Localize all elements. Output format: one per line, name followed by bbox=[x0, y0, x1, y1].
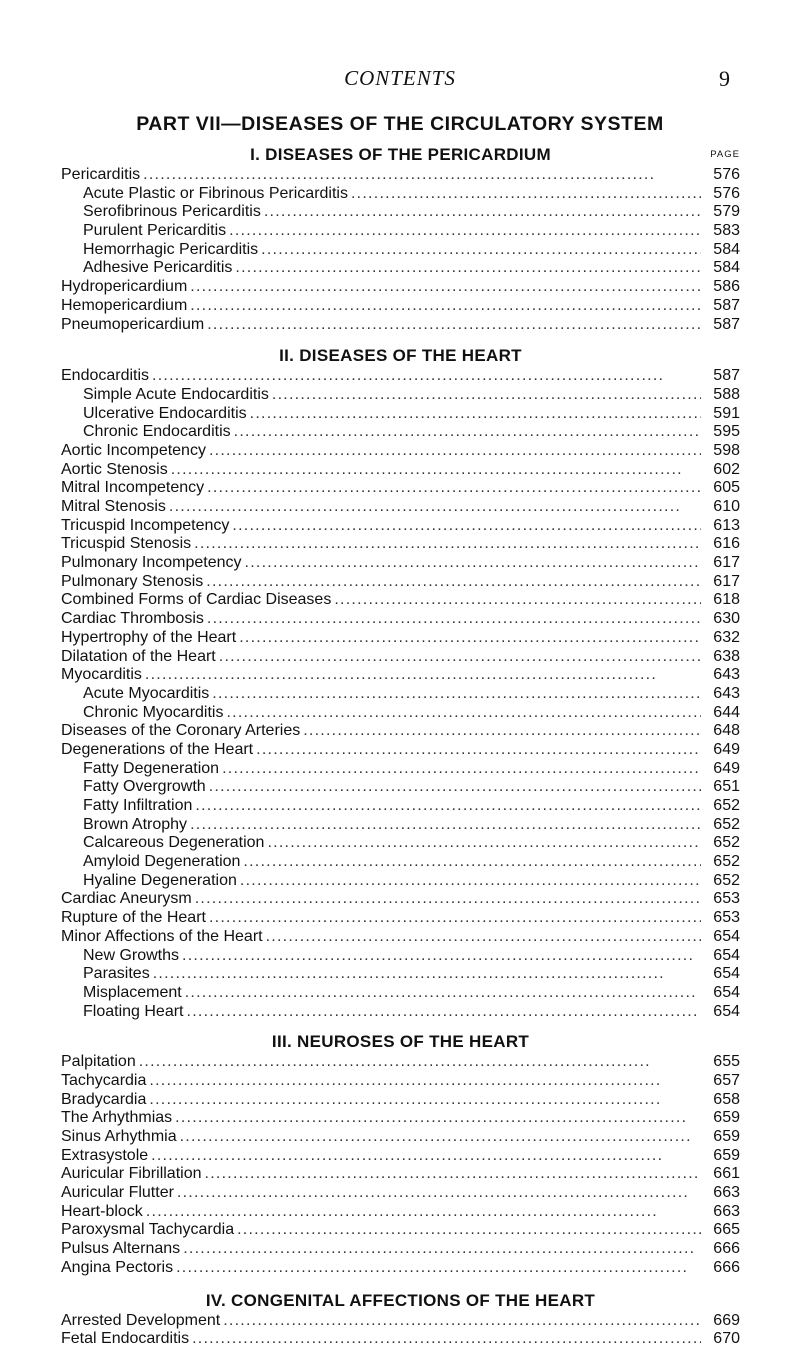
entry-page-number: 630 bbox=[713, 610, 740, 628]
entry-title: Ulcerative Endocarditis bbox=[83, 404, 247, 422]
dot-leader bbox=[195, 797, 701, 816]
dot-leader bbox=[169, 498, 701, 517]
toc-entry bbox=[61, 797, 740, 816]
toc-entry bbox=[61, 909, 740, 928]
dot-leader bbox=[207, 610, 701, 629]
toc-entry bbox=[61, 535, 740, 554]
toc-entry bbox=[61, 1203, 740, 1222]
toc-entry bbox=[61, 386, 740, 405]
entry-title: Cardiac Aneurysm bbox=[61, 890, 192, 908]
toc-entry bbox=[61, 479, 740, 498]
toc-entry bbox=[61, 778, 740, 797]
dot-leader bbox=[272, 386, 701, 405]
dot-leader bbox=[250, 405, 701, 424]
dot-leader bbox=[261, 241, 701, 260]
entry-list bbox=[61, 1053, 740, 1277]
entry-page-number: 613 bbox=[713, 516, 740, 534]
toc-entry bbox=[61, 984, 740, 1003]
entry-title: Amyloid Degeneration bbox=[83, 853, 241, 871]
toc-entry bbox=[61, 1312, 740, 1331]
dot-leader bbox=[185, 984, 701, 1003]
entry-title: Angina Pectoris bbox=[61, 1258, 174, 1276]
toc-entry bbox=[61, 722, 740, 741]
dot-leader bbox=[209, 778, 701, 797]
entry-page-number: 663 bbox=[713, 1202, 740, 1220]
entry-page-number: 652 bbox=[713, 834, 740, 852]
toc-entry bbox=[61, 222, 740, 241]
toc-entry bbox=[61, 517, 740, 536]
entry-title: Misplacement bbox=[83, 983, 182, 1001]
dot-leader bbox=[209, 909, 701, 928]
entry-title: Degenerations of the Heart bbox=[61, 740, 254, 758]
entry-page-number: 657 bbox=[713, 1071, 740, 1089]
entry-page-number: 654 bbox=[713, 946, 740, 964]
section-neuroses bbox=[61, 1029, 740, 1277]
entry-title: Auricular Fibrillation bbox=[61, 1165, 202, 1183]
entry-title: Aortic Stenosis bbox=[61, 460, 168, 478]
entry-title: Bradycardia bbox=[61, 1090, 147, 1108]
entry-title: Chronic Endocarditis bbox=[83, 423, 231, 441]
entry-title: Pulsus Alternans bbox=[61, 1240, 181, 1258]
entry-title: Hemorrhagic Pericarditis bbox=[83, 240, 259, 258]
entry-title: Tachycardia bbox=[61, 1071, 147, 1089]
toc-entry bbox=[61, 1240, 740, 1259]
toc-entry bbox=[61, 629, 740, 648]
toc-entry bbox=[61, 259, 740, 278]
dot-leader bbox=[207, 479, 701, 498]
entry-title: Sinus Arhythmia bbox=[61, 1128, 177, 1145]
entry-page-number: 655 bbox=[713, 1053, 740, 1071]
entry-title: Brown Atrophy bbox=[83, 815, 188, 833]
entry-title: Tricuspid Stenosis bbox=[61, 535, 192, 553]
toc-entry bbox=[61, 834, 740, 853]
toc-entry bbox=[61, 648, 740, 667]
entry-title: Fatty Infiltration bbox=[83, 797, 193, 814]
dot-leader bbox=[139, 1053, 701, 1072]
entry-page-number: 653 bbox=[713, 909, 740, 927]
section-heading: II. DISEASES OF THE HEART bbox=[279, 346, 522, 366]
toc-entry bbox=[61, 1053, 740, 1072]
dot-leader bbox=[222, 760, 701, 779]
toc-entry bbox=[61, 461, 740, 480]
toc-entry bbox=[61, 741, 740, 760]
section-heading: IV. CONGENITAL AFFECTIONS OF THE HEART bbox=[205, 1290, 596, 1310]
dot-leader bbox=[237, 1221, 701, 1240]
entry-title: Extrasystole bbox=[61, 1146, 149, 1164]
toc-entry bbox=[61, 316, 740, 335]
entry-title: Dilatation of the Heart bbox=[61, 647, 216, 665]
dot-leader bbox=[209, 442, 701, 461]
entry-title: Rupture of the Heart bbox=[61, 909, 206, 927]
entry-page-number: 618 bbox=[713, 591, 740, 609]
entry-title: Simple Acute Endocarditis bbox=[83, 385, 269, 403]
toc-entry bbox=[61, 241, 740, 260]
dot-leader bbox=[192, 1330, 701, 1349]
entry-title: Minor Affections of the Heart bbox=[61, 927, 263, 945]
entry-page-number: 669 bbox=[713, 1311, 740, 1329]
toc-entry bbox=[61, 185, 740, 204]
entry-page-number: 583 bbox=[713, 222, 740, 240]
entry-title: Diseases of the Coronary Arteries bbox=[61, 722, 301, 740]
dot-leader bbox=[182, 947, 701, 966]
toc-entry bbox=[61, 1165, 740, 1184]
section-congenital bbox=[61, 1288, 740, 1349]
toc-entry bbox=[61, 573, 740, 592]
dot-leader bbox=[153, 965, 701, 984]
dot-leader bbox=[303, 722, 701, 741]
toc-entry bbox=[61, 1072, 740, 1091]
entry-page-number: 651 bbox=[713, 778, 740, 796]
entry-title: Hydropericardium bbox=[61, 278, 188, 296]
toc-entry bbox=[61, 816, 740, 835]
dot-leader bbox=[195, 890, 701, 909]
entry-title: Cardiac Thrombosis bbox=[61, 610, 204, 628]
entry-title: New Growths bbox=[83, 946, 180, 964]
entry-page-number: 654 bbox=[713, 965, 740, 983]
dot-leader bbox=[212, 685, 701, 704]
dot-leader bbox=[151, 1147, 701, 1166]
toc-entry bbox=[61, 203, 740, 222]
toc-entry bbox=[61, 928, 740, 947]
entry-page-number: 579 bbox=[713, 203, 740, 221]
dot-leader bbox=[176, 1259, 701, 1278]
entry-page-number: 659 bbox=[713, 1128, 740, 1145]
entry-page-number: 584 bbox=[713, 259, 740, 277]
toc-entry bbox=[61, 947, 740, 966]
entry-title: Serofibrinous Pericarditis bbox=[83, 203, 261, 221]
dot-leader bbox=[143, 166, 701, 185]
entry-list bbox=[61, 166, 740, 334]
dot-leader bbox=[219, 648, 701, 667]
toc-entry bbox=[61, 278, 740, 297]
entry-page-number: 659 bbox=[713, 1146, 740, 1164]
toc-entry bbox=[61, 965, 740, 984]
entry-page-number: 584 bbox=[713, 240, 740, 258]
dot-leader bbox=[190, 278, 701, 297]
entry-page-number: 587 bbox=[713, 296, 740, 314]
dot-leader bbox=[149, 1091, 701, 1110]
entry-page-number: 576 bbox=[713, 184, 740, 202]
dot-leader bbox=[334, 591, 701, 610]
entry-page-number: 661 bbox=[713, 1165, 740, 1183]
entry-title: Pneumopericardium bbox=[61, 315, 205, 333]
dot-leader bbox=[146, 1203, 701, 1222]
running-head bbox=[60, 66, 740, 94]
dot-leader bbox=[229, 222, 701, 241]
dot-leader bbox=[194, 535, 701, 554]
entry-list bbox=[61, 1312, 740, 1349]
entry-page-number: 649 bbox=[713, 740, 740, 758]
dot-leader bbox=[177, 1184, 701, 1203]
entry-title: Fetal Endocarditis bbox=[61, 1330, 190, 1348]
section-heading: I. DISEASES OF THE PERICARDIUM bbox=[250, 145, 551, 164]
dot-leader bbox=[243, 853, 701, 872]
entry-title: Heart-block bbox=[61, 1202, 143, 1220]
entry-page-number: 616 bbox=[713, 535, 740, 553]
toc-entry bbox=[61, 666, 740, 685]
dot-leader bbox=[232, 517, 701, 536]
entry-list bbox=[61, 367, 740, 1021]
dot-leader bbox=[171, 461, 701, 480]
toc-entry bbox=[61, 367, 740, 386]
entry-title: Paroxysmal Tachycardia bbox=[61, 1221, 235, 1239]
entry-title: Tricuspid Incompetency bbox=[61, 516, 230, 534]
entry-title: Pulmonary Stenosis bbox=[61, 572, 204, 590]
page-column-label: PAGE bbox=[710, 149, 740, 160]
dot-leader bbox=[145, 666, 701, 685]
entry-page-number: 595 bbox=[713, 423, 740, 441]
entry-page-number: 587 bbox=[713, 315, 740, 333]
dot-leader bbox=[240, 872, 701, 891]
entry-page-number: 643 bbox=[713, 666, 740, 684]
entry-title: Acute Plastic or Fibrinous Pericarditis bbox=[83, 184, 348, 202]
dot-leader bbox=[267, 834, 701, 853]
section-pericardium bbox=[61, 142, 740, 334]
dot-leader bbox=[245, 554, 701, 573]
dot-leader bbox=[183, 1240, 701, 1259]
entry-title: Fatty Overgrowth bbox=[83, 778, 206, 796]
entry-title: Parasites bbox=[83, 965, 150, 983]
dot-leader bbox=[351, 185, 701, 204]
entry-title: Pulmonary Incompetency bbox=[61, 554, 242, 572]
section-heading: III. NEUROSES OF THE HEART bbox=[271, 1032, 530, 1052]
entry-page-number: 654 bbox=[713, 1002, 740, 1020]
toc-entry bbox=[61, 1147, 740, 1166]
entry-page-number: 644 bbox=[713, 703, 740, 721]
toc-entry bbox=[61, 1330, 740, 1349]
entry-title: The Arhythmias bbox=[61, 1109, 173, 1127]
toc-entry bbox=[61, 405, 740, 424]
entry-page-number: 617 bbox=[713, 572, 740, 590]
entry-page-number: 591 bbox=[713, 404, 740, 422]
toc-entry bbox=[61, 890, 740, 909]
entry-title: Mitral Stenosis bbox=[61, 498, 166, 515]
entry-page-number: 659 bbox=[713, 1109, 740, 1127]
dot-leader bbox=[226, 704, 701, 723]
entry-page-number: 652 bbox=[713, 853, 740, 871]
entry-page-number: 663 bbox=[713, 1184, 740, 1202]
dot-leader bbox=[205, 1165, 702, 1184]
entry-page-number: 670 bbox=[713, 1330, 740, 1348]
section-heart bbox=[61, 343, 740, 1021]
entry-title: Fatty Degeneration bbox=[83, 759, 220, 777]
entry-title: Myocarditis bbox=[61, 666, 142, 684]
dot-leader bbox=[190, 816, 701, 835]
part-title: PART VII—DISEASES OF THE CIRCULATORY SYSTEM bbox=[136, 113, 664, 135]
entry-page-number: 617 bbox=[713, 554, 740, 572]
entry-title: Hyaline Degeneration bbox=[83, 871, 237, 889]
entry-page-number: 666 bbox=[713, 1258, 740, 1276]
toc-entry bbox=[61, 760, 740, 779]
toc-entry bbox=[61, 685, 740, 704]
toc-entry bbox=[61, 1128, 740, 1147]
entry-title: Pericarditis bbox=[61, 166, 141, 183]
entry-page-number: 649 bbox=[713, 759, 740, 777]
dot-leader bbox=[264, 203, 701, 222]
toc-entry bbox=[61, 872, 740, 891]
dot-leader bbox=[180, 1128, 701, 1147]
entry-title: Chronic Myocarditis bbox=[83, 703, 224, 721]
entry-page-number: 666 bbox=[713, 1240, 740, 1258]
entry-title: Acute Myocarditis bbox=[83, 684, 210, 702]
entry-page-number: 602 bbox=[713, 460, 740, 478]
entry-title: Auricular Flutter bbox=[61, 1184, 174, 1202]
dot-leader bbox=[206, 573, 701, 592]
dot-leader bbox=[256, 741, 701, 760]
dot-leader bbox=[239, 629, 701, 648]
entry-page-number: 648 bbox=[713, 722, 740, 740]
entry-page-number: 605 bbox=[713, 479, 740, 497]
entry-page-number: 658 bbox=[713, 1090, 740, 1108]
entry-page-number: 654 bbox=[713, 927, 740, 945]
entry-title: Aortic Incompetency bbox=[61, 441, 206, 459]
entry-page-number: 598 bbox=[713, 441, 740, 459]
entry-title: Combined Forms of Cardiac Diseases bbox=[61, 591, 332, 609]
dot-leader bbox=[152, 367, 701, 386]
entry-title: Arrested Development bbox=[61, 1311, 221, 1329]
table-of-contents bbox=[61, 142, 740, 1349]
entry-page-number: 588 bbox=[713, 385, 740, 403]
entry-page-number: 586 bbox=[713, 278, 740, 296]
entry-title: Endocarditis bbox=[61, 367, 150, 385]
entry-page-number: 653 bbox=[713, 890, 740, 908]
toc-entry bbox=[61, 853, 740, 872]
entry-page-number: 610 bbox=[713, 498, 740, 515]
entry-page-number: 643 bbox=[713, 684, 740, 702]
dot-leader bbox=[175, 1109, 701, 1128]
toc-entry bbox=[61, 498, 740, 517]
entry-title: Mitral Incompetency bbox=[61, 479, 205, 497]
entry-page-number: 665 bbox=[713, 1221, 740, 1239]
entry-title: Floating Heart bbox=[83, 1002, 184, 1020]
entry-page-number: 632 bbox=[713, 628, 740, 646]
page-number: 9 bbox=[719, 66, 730, 91]
toc-entry bbox=[61, 591, 740, 610]
toc-entry bbox=[61, 442, 740, 461]
toc-entry bbox=[61, 1184, 740, 1203]
toc-entry bbox=[61, 704, 740, 723]
toc-entry bbox=[61, 1221, 740, 1240]
entry-page-number: 576 bbox=[713, 166, 740, 183]
toc-entry bbox=[61, 1259, 740, 1278]
entry-title: Palpitation bbox=[61, 1053, 136, 1071]
toc-entry bbox=[61, 1003, 740, 1022]
toc-entry bbox=[61, 1091, 740, 1110]
entry-title: Adhesive Pericarditis bbox=[83, 259, 233, 277]
entry-page-number: 654 bbox=[713, 983, 740, 1001]
entry-title: Hypertrophy of the Heart bbox=[61, 628, 237, 646]
toc-entry bbox=[61, 423, 740, 442]
toc-entry bbox=[61, 297, 740, 316]
entry-page-number: 652 bbox=[713, 871, 740, 889]
entry-page-number: 638 bbox=[713, 647, 740, 665]
running-title: CONTENTS bbox=[344, 66, 456, 90]
toc-entry bbox=[61, 1109, 740, 1128]
dot-leader bbox=[234, 423, 701, 442]
toc-entry bbox=[61, 610, 740, 629]
dot-leader bbox=[223, 1312, 701, 1331]
entry-page-number: 652 bbox=[713, 797, 740, 814]
dot-leader bbox=[190, 297, 701, 316]
entry-title: Hemopericardium bbox=[61, 296, 188, 314]
dot-leader bbox=[235, 259, 701, 278]
dot-leader bbox=[149, 1072, 701, 1091]
toc-entry bbox=[61, 166, 740, 185]
dot-leader bbox=[266, 928, 701, 947]
entry-title: Calcareous Degeneration bbox=[83, 834, 265, 852]
toc-entry bbox=[61, 554, 740, 573]
entry-page-number: 587 bbox=[713, 367, 740, 385]
dot-leader bbox=[207, 316, 701, 335]
entry-title: Purulent Pericarditis bbox=[83, 222, 227, 240]
entry-page-number: 652 bbox=[713, 815, 740, 833]
dot-leader bbox=[187, 1003, 702, 1022]
